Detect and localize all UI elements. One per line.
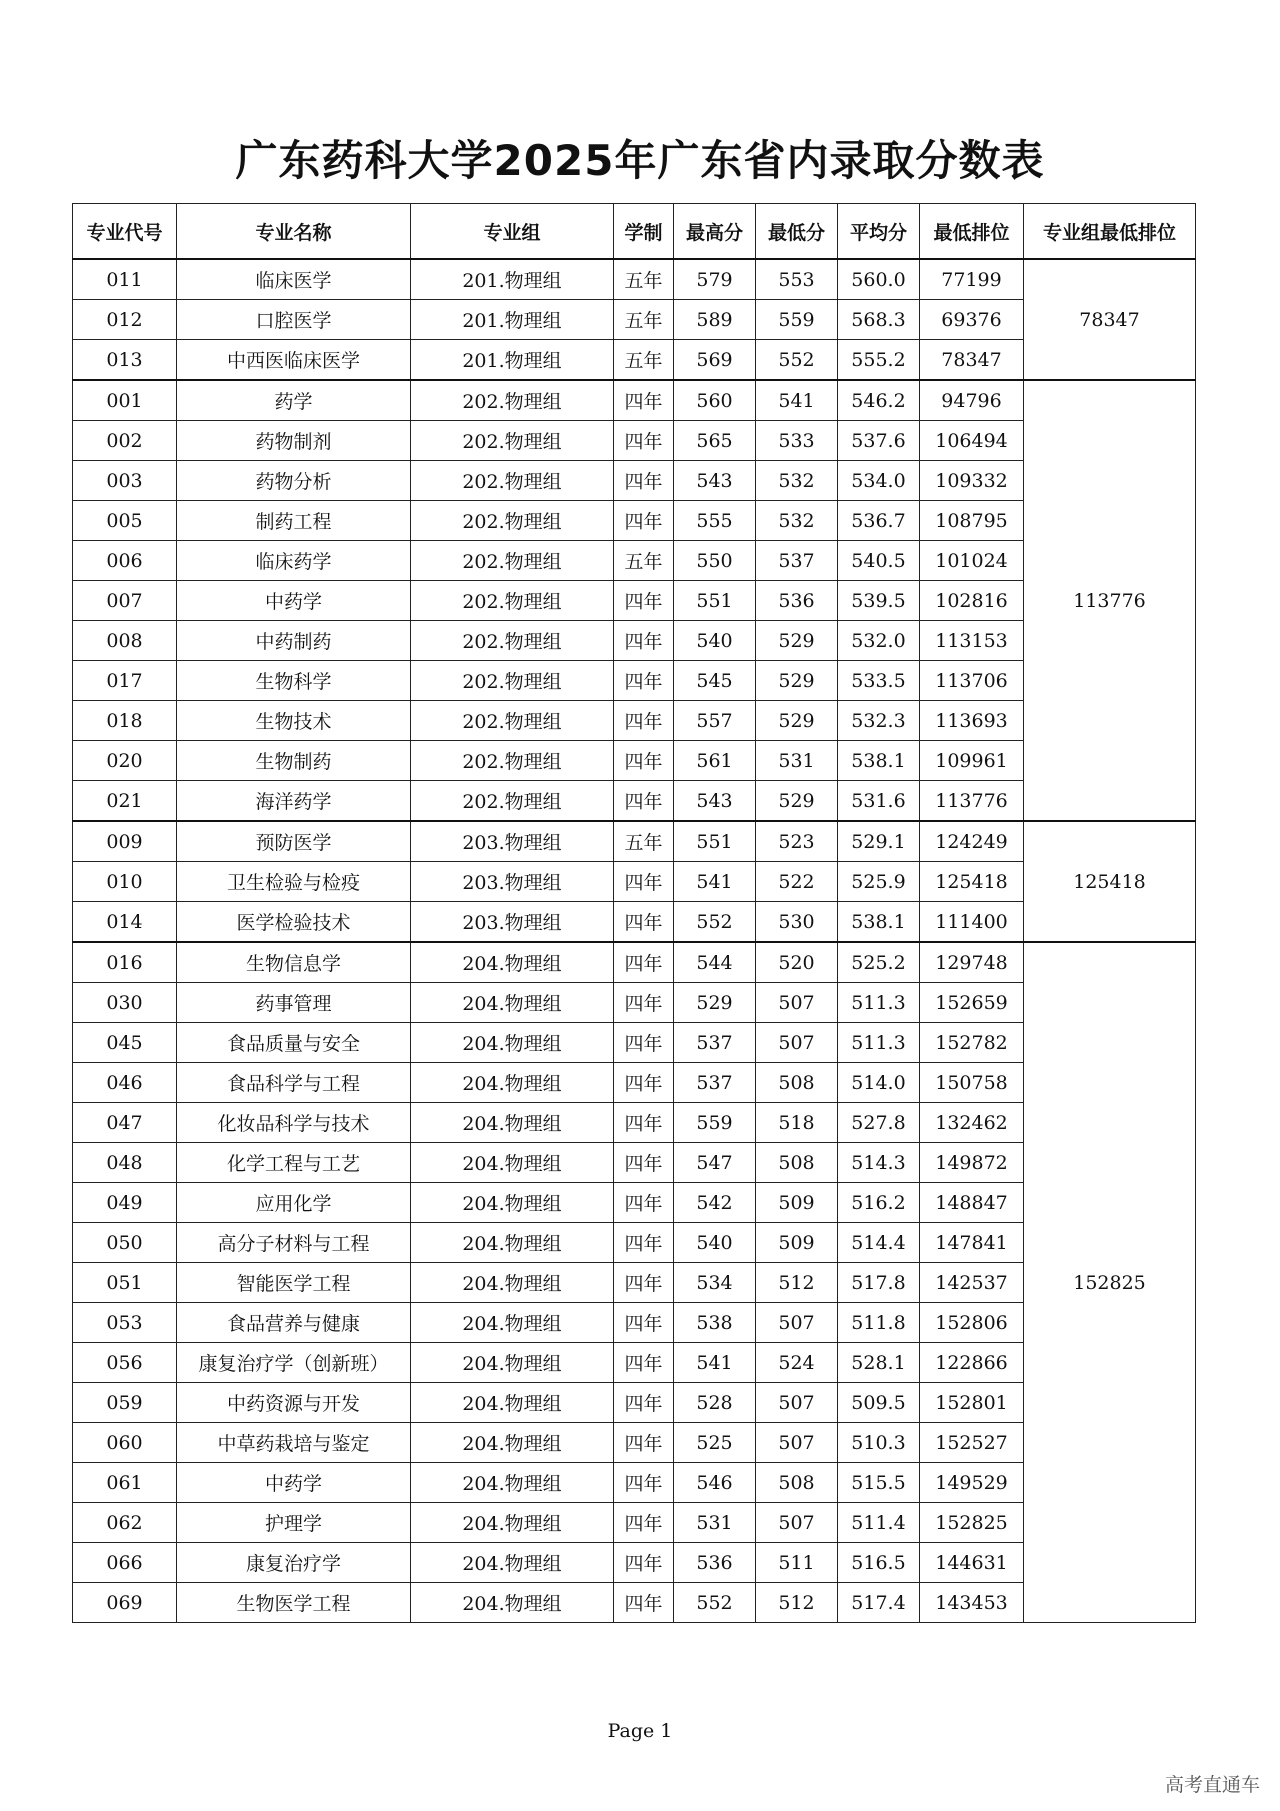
cell-code: 002	[73, 421, 177, 461]
cell-group: 204.物理组	[411, 1503, 614, 1543]
header-major-group: 专业组	[411, 204, 614, 260]
cell-duration: 五年	[614, 259, 674, 300]
cell-min: 537	[756, 541, 838, 581]
cell-max: 541	[674, 1343, 756, 1383]
cell-duration: 四年	[614, 421, 674, 461]
cell-rank: 147841	[920, 1223, 1024, 1263]
cell-code: 013	[73, 340, 177, 381]
cell-duration: 四年	[614, 621, 674, 661]
cell-duration: 四年	[614, 1583, 674, 1623]
cell-group: 204.物理组	[411, 1383, 614, 1423]
header-major-name: 专业名称	[177, 204, 411, 260]
cell-rank: 69376	[920, 300, 1024, 340]
cell-rank: 148847	[920, 1183, 1024, 1223]
cell-duration: 四年	[614, 701, 674, 741]
cell-code: 014	[73, 902, 177, 943]
cell-group: 202.物理组	[411, 501, 614, 541]
cell-name: 化学工程与工艺	[177, 1143, 411, 1183]
cell-rank: 113693	[920, 701, 1024, 741]
cell-group: 202.物理组	[411, 421, 614, 461]
table-row	[73, 821, 1196, 862]
cell-max: 538	[674, 1303, 756, 1343]
cell-avg: 516.5	[838, 1543, 920, 1583]
cell-name: 生物制药	[177, 741, 411, 781]
cell-code: 008	[73, 621, 177, 661]
cell-group: 201.物理组	[411, 259, 614, 300]
cell-group: 203.物理组	[411, 862, 614, 902]
cell-code: 009	[73, 821, 177, 862]
cell-avg: 511.3	[838, 983, 920, 1023]
cell-group: 202.物理组	[411, 701, 614, 741]
cell-group: 202.物理组	[411, 661, 614, 701]
cell-rank: 101024	[920, 541, 1024, 581]
cell-min: 509	[756, 1223, 838, 1263]
cell-max: 544	[674, 942, 756, 983]
cell-duration: 四年	[614, 1343, 674, 1383]
cell-avg: 510.3	[838, 1423, 920, 1463]
cell-duration: 四年	[614, 501, 674, 541]
cell-max: 537	[674, 1063, 756, 1103]
cell-code: 045	[73, 1023, 177, 1063]
cell-name: 药物分析	[177, 461, 411, 501]
cell-group: 202.物理组	[411, 621, 614, 661]
cell-rank: 152825	[920, 1503, 1024, 1543]
cell-group: 202.物理组	[411, 541, 614, 581]
cell-avg: 509.5	[838, 1383, 920, 1423]
table-row	[73, 259, 1196, 300]
cell-code: 003	[73, 461, 177, 501]
cell-avg: 514.0	[838, 1063, 920, 1103]
cell-name: 药学	[177, 380, 411, 421]
cell-rank: 78347	[920, 340, 1024, 381]
cell-avg: 534.0	[838, 461, 920, 501]
cell-max: 540	[674, 1223, 756, 1263]
cell-name: 药事管理	[177, 983, 411, 1023]
cell-code: 018	[73, 701, 177, 741]
admission-score-table	[72, 203, 1196, 1623]
cell-rank: 113153	[920, 621, 1024, 661]
cell-max: 537	[674, 1023, 756, 1063]
cell-avg: 531.6	[838, 781, 920, 822]
cell-code: 005	[73, 501, 177, 541]
cell-rank: 113776	[920, 781, 1024, 822]
cell-code: 020	[73, 741, 177, 781]
watermark: 高考直通车	[1164, 1774, 1260, 1796]
cell-avg: 525.2	[838, 942, 920, 983]
cell-min: 532	[756, 461, 838, 501]
cell-avg: 511.8	[838, 1303, 920, 1343]
cell-avg: 517.8	[838, 1263, 920, 1303]
cell-max: 550	[674, 541, 756, 581]
cell-code: 050	[73, 1223, 177, 1263]
cell-avg: 511.4	[838, 1503, 920, 1543]
cell-code: 066	[73, 1543, 177, 1583]
cell-name: 食品营养与健康	[177, 1303, 411, 1343]
cell-code: 062	[73, 1503, 177, 1543]
cell-avg: 514.3	[838, 1143, 920, 1183]
cell-duration: 五年	[614, 340, 674, 381]
cell-max: 543	[674, 781, 756, 822]
cell-min: 536	[756, 581, 838, 621]
cell-duration: 四年	[614, 1143, 674, 1183]
cell-max: 541	[674, 862, 756, 902]
cell-avg: 546.2	[838, 380, 920, 421]
cell-min: 529	[756, 621, 838, 661]
cell-rank: 152527	[920, 1423, 1024, 1463]
cell-max: 569	[674, 340, 756, 381]
header-max-score: 最高分	[674, 204, 756, 260]
cell-group: 204.物理组	[411, 942, 614, 983]
cell-group: 204.物理组	[411, 983, 614, 1023]
cell-duration: 五年	[614, 541, 674, 581]
cell-code: 011	[73, 259, 177, 300]
cell-code: 046	[73, 1063, 177, 1103]
cell-avg: 529.1	[838, 821, 920, 862]
cell-min: 518	[756, 1103, 838, 1143]
cell-duration: 四年	[614, 1063, 674, 1103]
cell-min: 529	[756, 701, 838, 741]
cell-min: 507	[756, 983, 838, 1023]
cell-min: 553	[756, 259, 838, 300]
cell-duration: 四年	[614, 1383, 674, 1423]
cell-max: 551	[674, 821, 756, 862]
cell-min: 507	[756, 1383, 838, 1423]
cell-rank: 149872	[920, 1143, 1024, 1183]
cell-max: 547	[674, 1143, 756, 1183]
cell-rank: 109961	[920, 741, 1024, 781]
cell-group: 202.物理组	[411, 741, 614, 781]
cell-duration: 四年	[614, 862, 674, 902]
cell-group-min-rank: 78347	[1024, 259, 1196, 380]
cell-group: 204.物理组	[411, 1463, 614, 1503]
cell-avg: 528.1	[838, 1343, 920, 1383]
cell-min: 541	[756, 380, 838, 421]
cell-name: 中西医临床医学	[177, 340, 411, 381]
cell-name: 中药学	[177, 1463, 411, 1503]
cell-max: 531	[674, 1503, 756, 1543]
cell-avg: 514.4	[838, 1223, 920, 1263]
cell-duration: 四年	[614, 1023, 674, 1063]
cell-max: 534	[674, 1263, 756, 1303]
cell-rank: 122866	[920, 1343, 1024, 1383]
cell-rank: 152782	[920, 1023, 1024, 1063]
table-row	[73, 380, 1196, 421]
cell-duration: 四年	[614, 1303, 674, 1343]
cell-group: 204.物理组	[411, 1183, 614, 1223]
cell-name: 护理学	[177, 1503, 411, 1543]
cell-max: 525	[674, 1423, 756, 1463]
cell-max: 536	[674, 1543, 756, 1583]
cell-name: 中草药栽培与鉴定	[177, 1423, 411, 1463]
cell-name: 口腔医学	[177, 300, 411, 340]
cell-duration: 五年	[614, 300, 674, 340]
cell-group: 204.物理组	[411, 1423, 614, 1463]
cell-duration: 四年	[614, 380, 674, 421]
cell-name: 药物制剂	[177, 421, 411, 461]
cell-min: 559	[756, 300, 838, 340]
cell-code: 030	[73, 983, 177, 1023]
cell-rank: 129748	[920, 942, 1024, 983]
cell-group: 204.物理组	[411, 1543, 614, 1583]
cell-duration: 四年	[614, 1183, 674, 1223]
cell-name: 生物技术	[177, 701, 411, 741]
cell-name: 化妆品科学与技术	[177, 1103, 411, 1143]
cell-avg: 539.5	[838, 581, 920, 621]
cell-max: 559	[674, 1103, 756, 1143]
cell-rank: 106494	[920, 421, 1024, 461]
cell-group-min-rank: 125418	[1024, 821, 1196, 942]
cell-group-min-rank: 113776	[1024, 380, 1196, 821]
cell-duration: 四年	[614, 581, 674, 621]
cell-avg: 537.6	[838, 421, 920, 461]
cell-group: 201.物理组	[411, 340, 614, 381]
cell-max: 528	[674, 1383, 756, 1423]
cell-min: 530	[756, 902, 838, 943]
cell-duration: 四年	[614, 902, 674, 943]
cell-rank: 102816	[920, 581, 1024, 621]
cell-max: 552	[674, 1583, 756, 1623]
cell-group: 202.物理组	[411, 461, 614, 501]
cell-name: 医学检验技术	[177, 902, 411, 943]
cell-avg: 538.1	[838, 741, 920, 781]
cell-group: 204.物理组	[411, 1223, 614, 1263]
cell-group: 204.物理组	[411, 1103, 614, 1143]
cell-code: 059	[73, 1383, 177, 1423]
header-major-code: 专业代号	[73, 204, 177, 260]
cell-min: 508	[756, 1143, 838, 1183]
cell-name: 食品质量与安全	[177, 1023, 411, 1063]
cell-avg: 517.4	[838, 1583, 920, 1623]
cell-name: 中药学	[177, 581, 411, 621]
cell-rank: 132462	[920, 1103, 1024, 1143]
cell-max: 540	[674, 621, 756, 661]
cell-code: 056	[73, 1343, 177, 1383]
cell-duration: 四年	[614, 1503, 674, 1543]
header-avg-score: 平均分	[838, 204, 920, 260]
cell-code: 047	[73, 1103, 177, 1143]
cell-rank: 149529	[920, 1463, 1024, 1503]
cell-min: 522	[756, 862, 838, 902]
cell-rank: 108795	[920, 501, 1024, 541]
cell-max: 543	[674, 461, 756, 501]
cell-duration: 四年	[614, 741, 674, 781]
cell-min: 533	[756, 421, 838, 461]
cell-avg: 560.0	[838, 259, 920, 300]
cell-rank: 113706	[920, 661, 1024, 701]
cell-min: 512	[756, 1583, 838, 1623]
cell-avg: 511.3	[838, 1023, 920, 1063]
cell-min: 509	[756, 1183, 838, 1223]
major-group	[73, 821, 1196, 942]
cell-code: 006	[73, 541, 177, 581]
cell-avg: 532.3	[838, 701, 920, 741]
cell-name: 临床药学	[177, 541, 411, 581]
cell-name: 食品科学与工程	[177, 1063, 411, 1103]
cell-duration: 四年	[614, 1263, 674, 1303]
major-group	[73, 259, 1196, 380]
cell-group-min-rank: 152825	[1024, 942, 1196, 1623]
cell-rank: 152806	[920, 1303, 1024, 1343]
cell-duration: 四年	[614, 1463, 674, 1503]
cell-duration: 四年	[614, 983, 674, 1023]
cell-min: 552	[756, 340, 838, 381]
cell-max: 555	[674, 501, 756, 541]
cell-group: 203.物理组	[411, 902, 614, 943]
cell-name: 临床医学	[177, 259, 411, 300]
cell-avg: 533.5	[838, 661, 920, 701]
cell-max: 546	[674, 1463, 756, 1503]
cell-max: 545	[674, 661, 756, 701]
cell-group: 204.物理组	[411, 1023, 614, 1063]
major-group	[73, 942, 1196, 1623]
cell-min: 523	[756, 821, 838, 862]
cell-duration: 四年	[614, 661, 674, 701]
cell-duration: 四年	[614, 1543, 674, 1583]
cell-group: 204.物理组	[411, 1303, 614, 1343]
cell-rank: 144631	[920, 1543, 1024, 1583]
cell-min: 529	[756, 781, 838, 822]
cell-name: 中药资源与开发	[177, 1383, 411, 1423]
cell-code: 021	[73, 781, 177, 822]
cell-avg: 527.8	[838, 1103, 920, 1143]
cell-rank: 111400	[920, 902, 1024, 943]
cell-rank: 150758	[920, 1063, 1024, 1103]
cell-min: 529	[756, 661, 838, 701]
cell-max: 561	[674, 741, 756, 781]
cell-min: 507	[756, 1503, 838, 1543]
cell-rank: 109332	[920, 461, 1024, 501]
page-title: 广东药科大学2025年广东省内录取分数表	[235, 136, 1045, 185]
cell-max: 551	[674, 581, 756, 621]
header-row	[73, 204, 1196, 260]
cell-duration: 四年	[614, 781, 674, 822]
cell-code: 016	[73, 942, 177, 983]
cell-max: 557	[674, 701, 756, 741]
cell-name: 智能医学工程	[177, 1263, 411, 1303]
cell-avg: 532.0	[838, 621, 920, 661]
cell-max: 579	[674, 259, 756, 300]
cell-rank: 94796	[920, 380, 1024, 421]
page-number: Page 1	[607, 1720, 673, 1742]
cell-avg: 516.2	[838, 1183, 920, 1223]
cell-name: 应用化学	[177, 1183, 411, 1223]
cell-min: 508	[756, 1463, 838, 1503]
cell-code: 060	[73, 1423, 177, 1463]
cell-group: 204.物理组	[411, 1263, 614, 1303]
cell-code: 010	[73, 862, 177, 902]
cell-name: 高分子材料与工程	[177, 1223, 411, 1263]
cell-min: 512	[756, 1263, 838, 1303]
header-duration: 学制	[614, 204, 674, 260]
cell-max: 529	[674, 983, 756, 1023]
cell-group: 202.物理组	[411, 581, 614, 621]
cell-min: 507	[756, 1303, 838, 1343]
cell-name: 预防医学	[177, 821, 411, 862]
table-row	[73, 942, 1196, 983]
header-min-rank: 最低排位	[920, 204, 1024, 260]
cell-code: 012	[73, 300, 177, 340]
cell-group: 203.物理组	[411, 821, 614, 862]
cell-rank: 77199	[920, 259, 1024, 300]
cell-group: 201.物理组	[411, 300, 614, 340]
cell-rank: 142537	[920, 1263, 1024, 1303]
cell-code: 007	[73, 581, 177, 621]
cell-min: 511	[756, 1543, 838, 1583]
cell-max: 589	[674, 300, 756, 340]
header-group-min-rank: 专业组最低排位	[1024, 204, 1196, 260]
cell-min: 507	[756, 1423, 838, 1463]
cell-code: 061	[73, 1463, 177, 1503]
cell-code: 017	[73, 661, 177, 701]
cell-group: 204.物理组	[411, 1143, 614, 1183]
header-min-score: 最低分	[756, 204, 838, 260]
cell-avg: 538.1	[838, 902, 920, 943]
cell-name: 海洋药学	[177, 781, 411, 822]
cell-rank: 124249	[920, 821, 1024, 862]
cell-code: 069	[73, 1583, 177, 1623]
cell-avg: 555.2	[838, 340, 920, 381]
cell-group: 202.物理组	[411, 781, 614, 822]
cell-max: 542	[674, 1183, 756, 1223]
major-group	[73, 380, 1196, 821]
cell-min: 507	[756, 1023, 838, 1063]
cell-code: 001	[73, 380, 177, 421]
cell-avg: 525.9	[838, 862, 920, 902]
cell-code: 053	[73, 1303, 177, 1343]
cell-name: 生物科学	[177, 661, 411, 701]
cell-rank: 152659	[920, 983, 1024, 1023]
cell-code: 051	[73, 1263, 177, 1303]
cell-duration: 四年	[614, 1423, 674, 1463]
cell-group: 204.物理组	[411, 1063, 614, 1103]
cell-name: 中药制药	[177, 621, 411, 661]
cell-code: 048	[73, 1143, 177, 1183]
cell-name: 制药工程	[177, 501, 411, 541]
cell-group: 202.物理组	[411, 380, 614, 421]
cell-name: 生物医学工程	[177, 1583, 411, 1623]
cell-name: 康复治疗学（创新班）	[177, 1343, 411, 1383]
cell-min: 524	[756, 1343, 838, 1383]
cell-name: 康复治疗学	[177, 1543, 411, 1583]
cell-group: 204.物理组	[411, 1583, 614, 1623]
cell-min: 532	[756, 501, 838, 541]
cell-avg: 540.5	[838, 541, 920, 581]
cell-max: 565	[674, 421, 756, 461]
cell-max: 552	[674, 902, 756, 943]
cell-duration: 五年	[614, 821, 674, 862]
cell-min: 520	[756, 942, 838, 983]
cell-name: 卫生检验与检疫	[177, 862, 411, 902]
cell-avg: 515.5	[838, 1463, 920, 1503]
cell-avg: 536.7	[838, 501, 920, 541]
cell-avg: 568.3	[838, 300, 920, 340]
cell-rank: 152801	[920, 1383, 1024, 1423]
cell-duration: 四年	[614, 461, 674, 501]
cell-name: 生物信息学	[177, 942, 411, 983]
cell-min: 508	[756, 1063, 838, 1103]
cell-max: 560	[674, 380, 756, 421]
cell-rank: 143453	[920, 1583, 1024, 1623]
cell-code: 049	[73, 1183, 177, 1223]
cell-rank: 125418	[920, 862, 1024, 902]
cell-duration: 四年	[614, 1103, 674, 1143]
cell-group: 204.物理组	[411, 1343, 614, 1383]
cell-duration: 四年	[614, 942, 674, 983]
cell-duration: 四年	[614, 1223, 674, 1263]
cell-min: 531	[756, 741, 838, 781]
